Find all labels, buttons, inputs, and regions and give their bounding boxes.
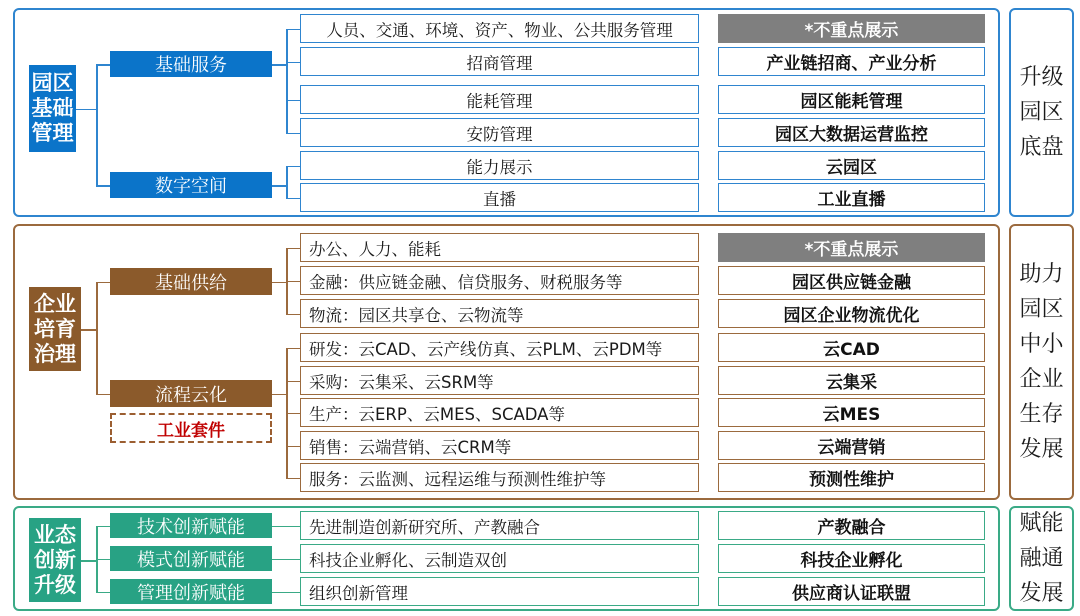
enterprise-row-tick (286, 348, 300, 350)
park-row-spine (286, 166, 288, 198)
item-row: 采购：云集采、云SRM等 (300, 366, 699, 395)
industrial-suite-label: 工业套件 (110, 413, 272, 443)
park-row-tick (286, 100, 300, 102)
item-row: 生产：云ERP、云MES、SCADA等 (300, 398, 699, 427)
item-row: 招商管理 (300, 47, 699, 76)
outcome-box: 供应商认证联盟 (718, 577, 985, 606)
outcome-box: 云CAD (718, 333, 985, 362)
industry-summary-label: 赋能 融通 发展 (1019, 511, 1064, 606)
enterprise-summary-panel (1009, 224, 1074, 500)
industry-title-connector (81, 560, 96, 562)
park-row-tick (286, 62, 300, 64)
outcome-box: 园区供应链金融 (718, 266, 985, 295)
enterprise-branch-tick (96, 282, 110, 284)
item-row: 先进制造创新研究所、产教融合 (300, 511, 699, 540)
enterprise-row-tick (286, 281, 300, 283)
industry-title: 业态 创新 升级 (29, 518, 81, 602)
item-row: 安防管理 (300, 118, 699, 147)
item-row: 金融：供应链金融、信贷服务、财税服务等 (300, 266, 699, 295)
item-row: 服务：云监测、远程运维与预测性维护等 (300, 463, 699, 492)
industry-summary-panel (1009, 506, 1074, 611)
outcome-box: 科技企业孵化 (718, 544, 985, 573)
outcome-box: 云园区 (718, 151, 985, 180)
enterprise-title-connector (81, 329, 96, 331)
outcome-box: *不重点展示 (718, 233, 985, 262)
enterprise-row-tick (286, 381, 300, 383)
park-summary-label: 升级 园区 底盘 (1019, 65, 1064, 160)
enterprise-title-spine (96, 282, 98, 394)
park-branch-label: 数字空间 (110, 172, 272, 198)
park-branch-label: 基础服务 (110, 51, 272, 77)
industry-label-connector (272, 526, 300, 528)
park-branch-connector (272, 64, 286, 66)
park-row-tick (286, 29, 300, 31)
park-title: 园区 基础 管理 (29, 65, 76, 152)
enterprise-row-tick (286, 446, 300, 448)
enterprise-branch-connector (272, 394, 286, 396)
industry-row-label: 模式创新赋能 (110, 546, 272, 571)
industry-label-connector (272, 592, 300, 594)
park-row-tick (286, 133, 300, 135)
park-row-tick (286, 166, 300, 168)
enterprise-row-tick (286, 413, 300, 415)
enterprise-branch-label: 流程云化 (110, 380, 272, 407)
outcome-box: *不重点展示 (718, 14, 985, 43)
item-row: 人员、交通、环境、资产、物业、公共服务管理 (300, 14, 699, 43)
item-row: 能耗管理 (300, 85, 699, 114)
park-branch-tick (96, 64, 110, 66)
item-row: 直播 (300, 183, 699, 212)
industry-label-tick (96, 526, 110, 528)
industry-row-label: 管理创新赋能 (110, 579, 272, 604)
enterprise-branch-label: 基础供给 (110, 268, 272, 295)
industry-row-label: 技术创新赋能 (110, 513, 272, 538)
outcome-box: 工业直播 (718, 183, 985, 212)
industry-label-connector (272, 559, 300, 561)
outcome-box: 云端营销 (718, 431, 985, 460)
enterprise-row-tick (286, 478, 300, 480)
park-row-spine (286, 29, 288, 133)
item-row: 销售：云端营销、云CRM等 (300, 431, 699, 460)
item-row: 物流：园区共享仓、云物流等 (300, 299, 699, 328)
enterprise-title: 企业 培育 治理 (29, 287, 81, 371)
item-row: 科技企业孵化、云制造双创 (300, 544, 699, 573)
industry-label-tick (96, 592, 110, 594)
park-row-tick (286, 198, 300, 200)
park-summary-panel (1009, 8, 1074, 217)
outcome-box: 园区能耗管理 (718, 85, 985, 114)
item-row: 研发：云CAD、云产线仿真、云PLM、云PDM等 (300, 333, 699, 362)
item-row: 能力展示 (300, 151, 699, 180)
outcome-box: 预测性维护 (718, 463, 985, 492)
outcome-box: 产教融合 (718, 511, 985, 540)
outcome-box: 园区企业物流优化 (718, 299, 985, 328)
outcome-box: 云MES (718, 398, 985, 427)
outcome-box: 园区大数据运营监控 (718, 118, 985, 147)
enterprise-summary-label: 助力 园区 中小 企业 生存 发展 (1019, 262, 1064, 462)
park-title-connector (76, 109, 96, 111)
enterprise-row-tick (286, 248, 300, 250)
outcome-box: 云集采 (718, 366, 985, 395)
item-row: 组织创新管理 (300, 577, 699, 606)
enterprise-branch-connector (272, 282, 286, 284)
industry-label-tick (96, 559, 110, 561)
outcome-box: 产业链招商、产业分析 (718, 47, 985, 76)
park-branch-tick (96, 185, 110, 187)
park-branch-connector (272, 185, 286, 187)
enterprise-branch-tick (96, 394, 110, 396)
enterprise-row-tick (286, 314, 300, 316)
park-title-spine (96, 64, 98, 185)
item-row: 办公、人力、能耗 (300, 233, 699, 262)
